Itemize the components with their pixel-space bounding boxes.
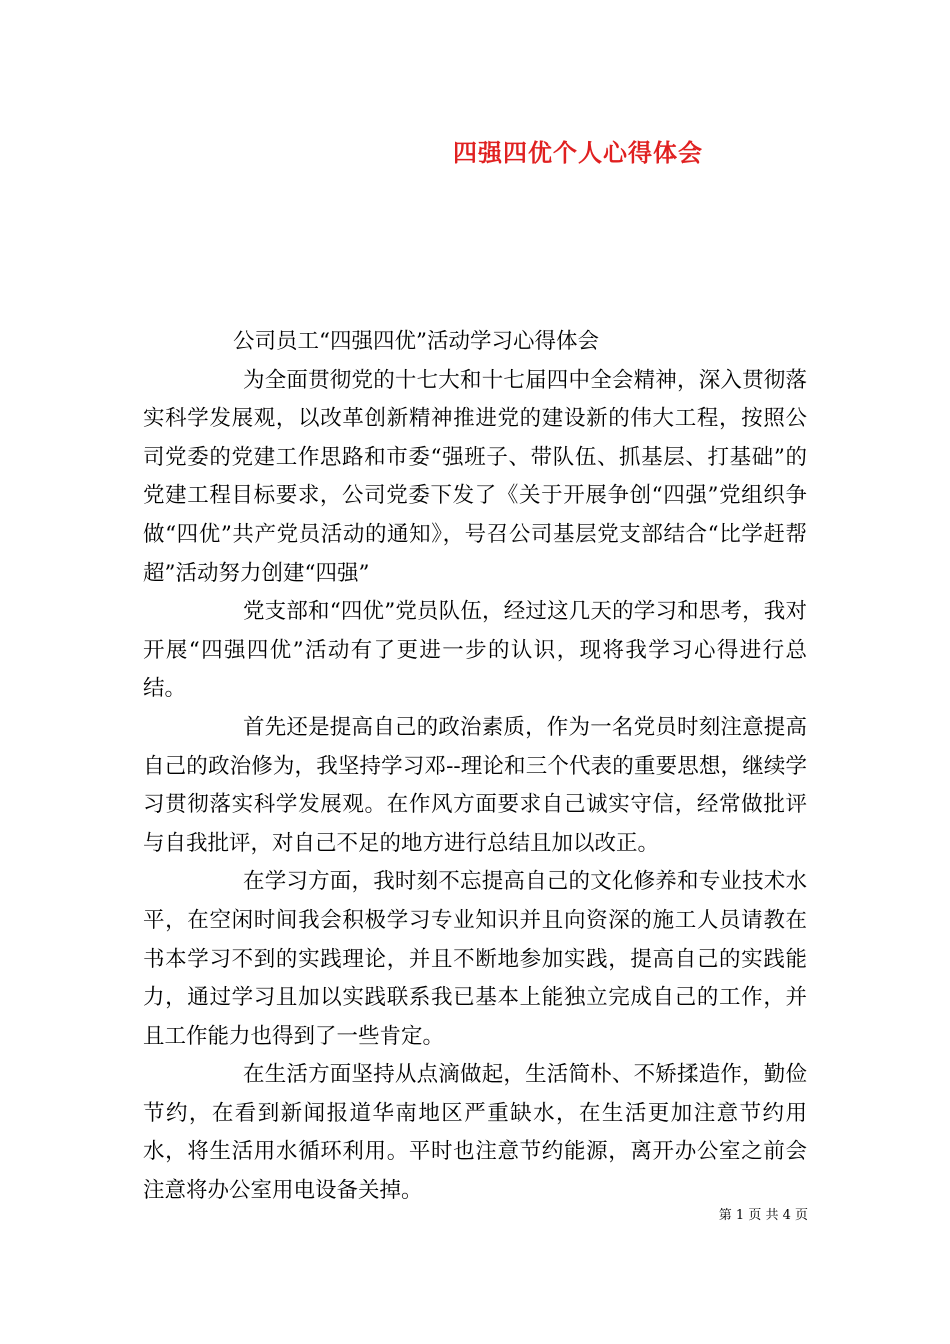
paragraph-3: 首先还是提高自己的政治素质，作为一名党员时刻注意提高自己的政治修为，我坚持学习邓--理论和三个代表的重要思想，继续学习贯彻落实科学发展观。在作风方面要求自己诚实守信，经常做批评与自我批评，对自己不足的地方进行总结且加以改正。	[143, 714, 807, 856]
paragraph-1: 为全面贯彻党的十七大和十七届四中全会精神，深入贯彻落实科学发展观，以改革创新精神推进党的建设新的伟大工程，按照公司党委的党建工作思路和市委“强班子、带队伍、抓基层、打基础”的党建工程目标要求，公司党委下发了《关于开展争创“四强”党组织争做“四优”共产党员活动的通知》，号召公司基层党支部结合“比学赶帮超”活动努力创建“四强”	[143, 367, 807, 586]
paragraph-2: 党支部和“四优”党员队伍，经过这几天的学习和思考，我对开展“四强四优”活动有了更进一步的认识，现将我学习心得进行总结。	[143, 599, 807, 702]
document-title: 四强四优个人心得体会	[453, 138, 703, 167]
document-body	[143, 323, 807, 1211]
document-subtitle: 公司员工“四强四优”活动学习心得体会	[233, 329, 599, 354]
page-number: 第 1 页 共 4 页	[718, 1208, 808, 1223]
paragraph-4: 在学习方面，我时刻不忘提高自己的文化修养和专业技术水平，在空闲时间我会积极学习专业知识并且向资深的施工人员请教在书本学习不到的实践理论，并且不断地参加实践，提高自己的实践能力，通过学习且加以实践联系我已基本上能独立完成自己的工作，并且工作能力也得到了一些肯定。	[143, 869, 807, 1049]
paragraph-5: 在生活方面坚持从点滴做起，生活简朴、不矫揉造作，勤俭节约，在看到新闻报道华南地区严重缺水，在生活更加注意节约用水，将生活用水循环利用。平时也注意节约能源，离开办公室之前会注意将办公室用电设备关掉。	[143, 1062, 807, 1204]
